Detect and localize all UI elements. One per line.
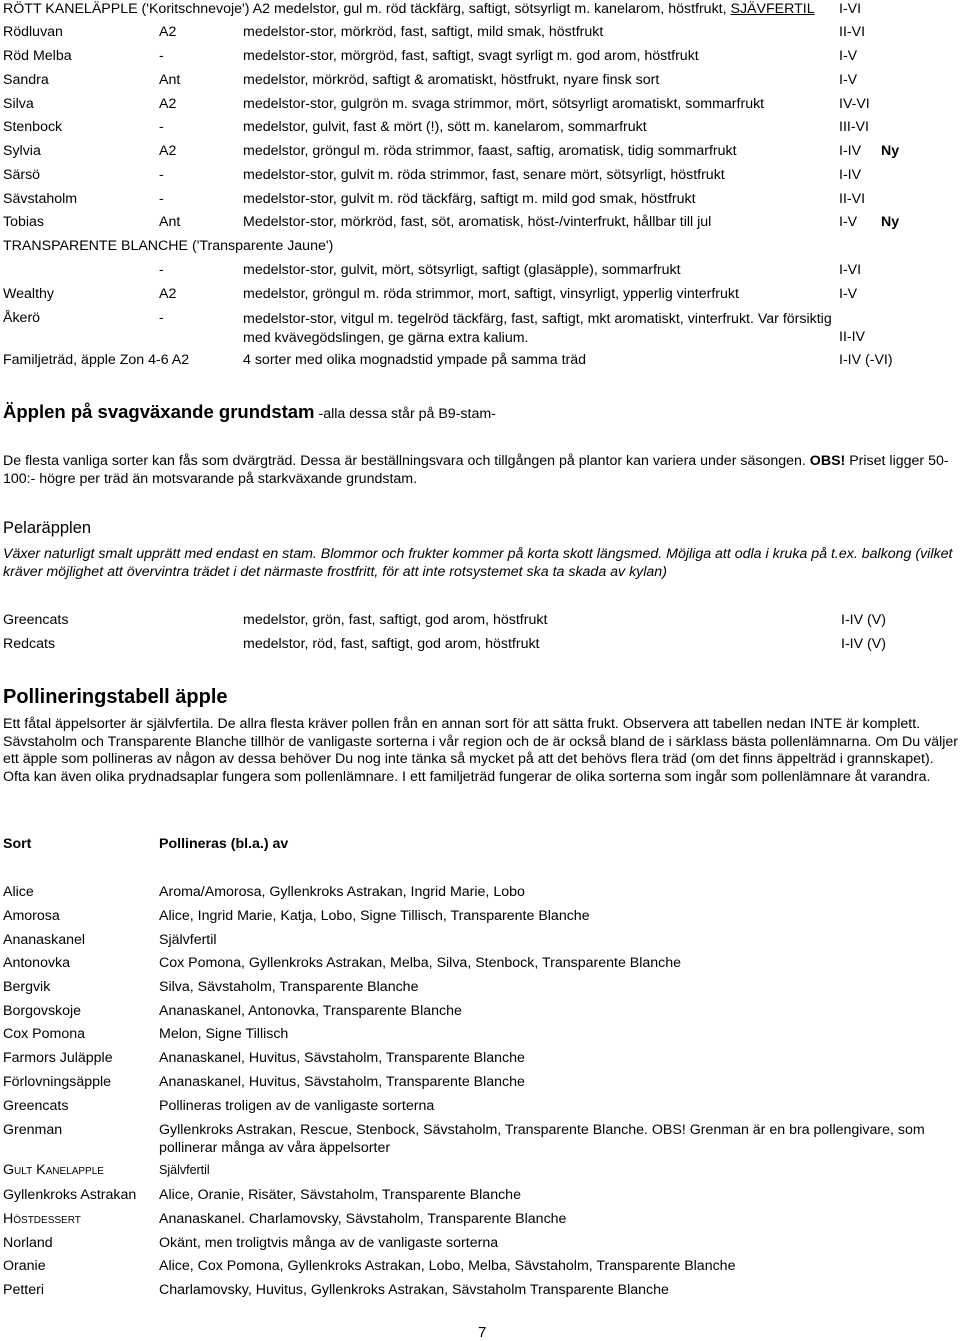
- sort-name: Cox Pomona: [3, 1026, 86, 1042]
- variety-zone: I-V: [839, 48, 858, 64]
- variety-zone: I-IV (V): [841, 636, 886, 652]
- sort-name: Farmors Juläpple: [3, 1050, 113, 1066]
- column-header-sort: Sort: [3, 836, 32, 852]
- variety-zone: I-IV (-VI): [839, 352, 893, 368]
- variety-desc: medelstor, grön, fast, saftigt, god arom, höstfrukt: [243, 612, 548, 628]
- variety-stam: -: [159, 167, 164, 183]
- variety-stam: A2: [159, 143, 177, 159]
- pelar-row-redcats: [0, 636, 960, 656]
- sort-name: Antonovka: [3, 955, 71, 971]
- variety-stam: Ant: [159, 72, 181, 88]
- variety-name: Tobias: [3, 214, 45, 230]
- variety-row-transparente: [0, 262, 960, 282]
- page-number: 7: [478, 1324, 487, 1341]
- variety-stam: A2: [159, 286, 177, 302]
- pollinators: Ananaskanel, Antonovka, Transparente Blanche: [159, 1003, 462, 1019]
- variety-row: [0, 48, 960, 68]
- variety-zone: I-IV: [839, 143, 862, 159]
- sort-name: Ananaskanel: [3, 932, 86, 948]
- paragraph-pollinering: Ett fåtal äppelsorter är självfertila. De allra flesta kräver pollen från en annan sort för att sätta frukt. Observera att tabellen nedan INTE är komplett. Sävstaholm och Transparente Blanche tillhör de vanligaste sorterna i vår region och de är också bland de i särklass bästa pollenlämnarna. Om Du väljer ett äpple som pollineras av någon av dessa behöver Du nog inte tänka så mycket på att det behövs flera träd (om det finns äppelträd i grannskapet). Ofta kan även olika prydnadsaplar fungera som pollenlämnare. I ett familjeträd fungerar de olika sorterna som ingår som pollenlämnare åt varandra.: [3, 716, 959, 785]
- pollinators: Alice, Cox Pomona, Gyllenkroks Astrakan, Lobo, Melba, Sävstaholm, Transparente Blanche: [159, 1258, 736, 1274]
- sort-name: Gyllenkroks Astrakan: [3, 1187, 137, 1203]
- variety-zone: I-V: [839, 72, 858, 88]
- sort-name: Oranie: [3, 1258, 46, 1274]
- variety-name: Särsö: [3, 167, 41, 183]
- variety-row: [0, 119, 960, 139]
- variety-row: [0, 96, 960, 116]
- variety-name: Åkerö: [3, 310, 41, 326]
- sort-name: Förlovningsäpple: [3, 1074, 112, 1090]
- pollinators: Självfertil: [159, 932, 217, 948]
- variety-row-akero: [0, 310, 960, 350]
- section-heading: Äpplen på svagväxande grundstam: [3, 401, 315, 422]
- variety-desc: medelstor, gröngul m. röda strimmor, mort, saftigt, vinsyrligt, ypperlig vinterfrukt: [243, 286, 739, 302]
- variety-desc: 4 sorter med olika mognadstid ympade på samma träd: [243, 352, 587, 368]
- variety-row-familjetrad: [0, 352, 960, 372]
- variety-stam: -: [159, 310, 164, 326]
- variety-zone: I-V: [839, 286, 858, 302]
- variety-desc: medelstor-stor, mörkröd, fast, saftigt, mild smak, höstfrukt: [243, 24, 604, 40]
- variety-desc: medelstor-stor, vitgul m. tegelröd täckfärg, fast, saftigt, mkt aromatiskt, vinterfrukt. Var försiktig med kvävegödslingen, ge gärna extra kalium.: [243, 311, 832, 346]
- variety-desc: medelstor-stor, gulvit m. röda strimmor, fast, senare mört, sötsyrligt, höstfrukt: [243, 167, 725, 183]
- pollinators: Melon, Signe Tillisch: [159, 1026, 289, 1042]
- pollinators: Ananaskanel. Charlamovsky, Sävstaholm, Transparente Blanche: [159, 1211, 567, 1227]
- pollinators: Pollineras troligen av de vanligaste sorterna: [159, 1098, 435, 1114]
- paragraph-pelar: Växer naturligt smalt upprätt med endast en stam. Blommor och frukter kommer på korta skott längsmed. Möjliga att odla i kruka på t.ex. balkong (vilket kräver möjlighet att övervintra trädet i det närmaste frostfritt, för att inte rotsystemet ska ta skada av kylan): [3, 546, 953, 580]
- variety-name-transparente-blanche: TRANSPARENTE BLANCHE ('Transparente Jaune'): [3, 238, 334, 254]
- pollinators: Charlamovsky, Huvitus, Gyllenkroks Astrakan, Sävstaholm Transparente Blanche: [159, 1282, 669, 1298]
- new-badge: Ny: [881, 214, 900, 230]
- pollinators: Aroma/Amorosa, Gyllenkroks Astrakan, Ingrid Marie, Lobo: [159, 884, 525, 900]
- variety-name: Greencats: [3, 612, 69, 628]
- variety-row-wealthy: [0, 286, 960, 306]
- sort-name: Gult Kanelapple: [3, 1162, 104, 1178]
- pelar-row-greencats: [0, 612, 960, 632]
- variety-row: [0, 143, 960, 163]
- variety-row: [0, 72, 960, 92]
- variety-zone: II-VI: [839, 24, 866, 40]
- variety-row: [0, 167, 960, 187]
- variety-row: [0, 191, 960, 211]
- variety-desc: medelstor, gulvit, fast & mört (!), sött m. kanelarom, sommarfrukt: [243, 119, 647, 135]
- variety-stam: -: [159, 48, 164, 64]
- variety-stam: -: [159, 262, 164, 278]
- variety-desc: medelstor-stor, gulvit, mört, sötsyrligt, saftigt (glasäpple), sommarfrukt: [243, 262, 681, 278]
- pollinators: Alice, Oranie, Risäter, Sävstaholm, Transparente Blanche: [159, 1187, 521, 1203]
- sort-name: Borgovskoje: [3, 1003, 82, 1019]
- sort-name: Bergvik: [3, 979, 51, 995]
- sort-name: Greencats: [3, 1098, 69, 1114]
- variety-desc: medelstor, gröngul m. röda strimmor, faast, saftig, aromatisk, tidig sommarfrukt: [243, 143, 737, 159]
- pollination-table-header: [0, 836, 960, 856]
- variety-name: RÖTT KANELÄPPLE ('Koritschnevoje') A2 medelstor, gul m. röd täckfärg, saftigt, sötsyrligt m. kanelarom, höstfrukt, SJÄVFERTIL: [3, 1, 815, 17]
- variety-zone: I-IV: [839, 167, 862, 183]
- variety-zone: I-VI: [839, 1, 862, 17]
- pollinators: Cox Pomona, Gyllenkroks Astrakan, Melba, Silva, Stenbock, Transparente Blanche: [159, 955, 682, 971]
- paragraph-svagvaxande: De flesta vanliga sorter kan fås som dvärgträd. Dessa är beställningsvara och tillgången på plantor kan variera under säsongen. OBS! Priset ligger 50-100:- högre per träd än motsvarande på starkväxande grundstam.: [3, 453, 949, 487]
- variety-row: [0, 214, 960, 234]
- section-heading-pelar: Pelaräpplen: [3, 519, 92, 537]
- pollinators: Självfertil: [159, 1163, 210, 1177]
- sort-name: Alice: [3, 884, 34, 900]
- variety-desc: medelstor, röd, fast, saftigt, god arom, höstfrukt: [243, 636, 540, 652]
- sort-name: Amorosa: [3, 908, 60, 924]
- variety-row-rott-kanelapple: [0, 1, 960, 21]
- self-fertile-label: SJÄVFERTIL: [730, 1, 815, 17]
- variety-stam: -: [159, 119, 164, 135]
- sort-name: Petteri: [3, 1282, 45, 1298]
- pollinators: Gyllenkroks Astrakan, Rescue, Stenbock, Sävstaholm, Transparente Blanche. OBS! Grenman är en bra pollengivare, som pollinerar många av våra äppelsorter: [159, 1122, 925, 1156]
- sort-name: Höstdessert: [3, 1211, 81, 1227]
- variety-desc: medelstor-stor, mörgröd, fast, saftigt, svagt syrligt m. god arom, höstfrukt: [243, 48, 699, 64]
- variety-zone: III-VI: [839, 119, 869, 135]
- pollinators: Ananaskanel, Huvitus, Sävstaholm, Transparente Blanche: [159, 1074, 525, 1090]
- variety-zone: I-VI: [839, 262, 862, 278]
- variety-name: Wealthy: [3, 286, 54, 302]
- variety-name: Sylvia: [3, 143, 41, 159]
- pollinators: Ananaskanel, Huvitus, Sävstaholm, Transparente Blanche: [159, 1050, 525, 1066]
- variety-stam: Ant: [159, 214, 181, 230]
- variety-zone: IV-VI: [839, 96, 870, 112]
- variety-row: [0, 24, 960, 44]
- sort-name: Grenman: [3, 1122, 63, 1138]
- section-heading-suffix: -alla dessa står på B9-stam-: [318, 406, 496, 422]
- column-header-pollineras: Pollineras (bl.a.) av: [159, 836, 289, 852]
- pollinators: Silva, Sävstaholm, Transparente Blanche: [159, 979, 419, 995]
- variety-desc: medelstor-stor, gulgrön m. svaga strimmor, mört, sötsyrligt aromatiskt, sommarfrukt: [243, 96, 765, 112]
- pollinators: Alice, Ingrid Marie, Katja, Lobo, Signe Tillisch, Transparente Blanche: [159, 908, 590, 924]
- section-heading-pollinering: Pollineringstabell äpple: [3, 686, 228, 708]
- variety-name: Redcats: [3, 636, 56, 652]
- variety-name: Röd Melba: [3, 48, 72, 64]
- pollinators: Okänt, men troligtvis många av de vanligaste sorterna: [159, 1235, 499, 1251]
- variety-name: Sävstaholm: [3, 191, 78, 207]
- variety-zone: II-IV: [839, 329, 866, 345]
- variety-desc: medelstor, mörkröd, saftigt & aromatiskt, höstfrukt, nyare finsk sort: [243, 72, 660, 88]
- variety-zone: II-VI: [839, 191, 866, 207]
- variety-desc: Medelstor-stor, mörkröd, fast, söt, aromatisk, höst-/vinterfrukt, hållbar till jul: [243, 214, 712, 230]
- variety-name: Sandra: [3, 72, 49, 88]
- section-title-svagvaxande: [3, 401, 496, 425]
- variety-name: Familjeträd, äpple Zon 4-6 A2: [3, 352, 190, 368]
- variety-name: Stenbock: [3, 119, 63, 135]
- sort-name: Norland: [3, 1235, 53, 1251]
- variety-desc: medelstor-stor, gulvit m. röd täckfärg, saftigt m. mild god smak, höstfrukt: [243, 191, 696, 207]
- variety-stam: A2: [159, 96, 177, 112]
- variety-name: Silva: [3, 96, 34, 112]
- variety-zone: I-V: [839, 214, 858, 230]
- variety-zone: I-IV (V): [841, 612, 886, 628]
- variety-stam: A2: [159, 24, 177, 40]
- variety-stam: -: [159, 191, 164, 207]
- variety-name: Rödluvan: [3, 24, 63, 40]
- new-badge: Ny: [881, 143, 900, 159]
